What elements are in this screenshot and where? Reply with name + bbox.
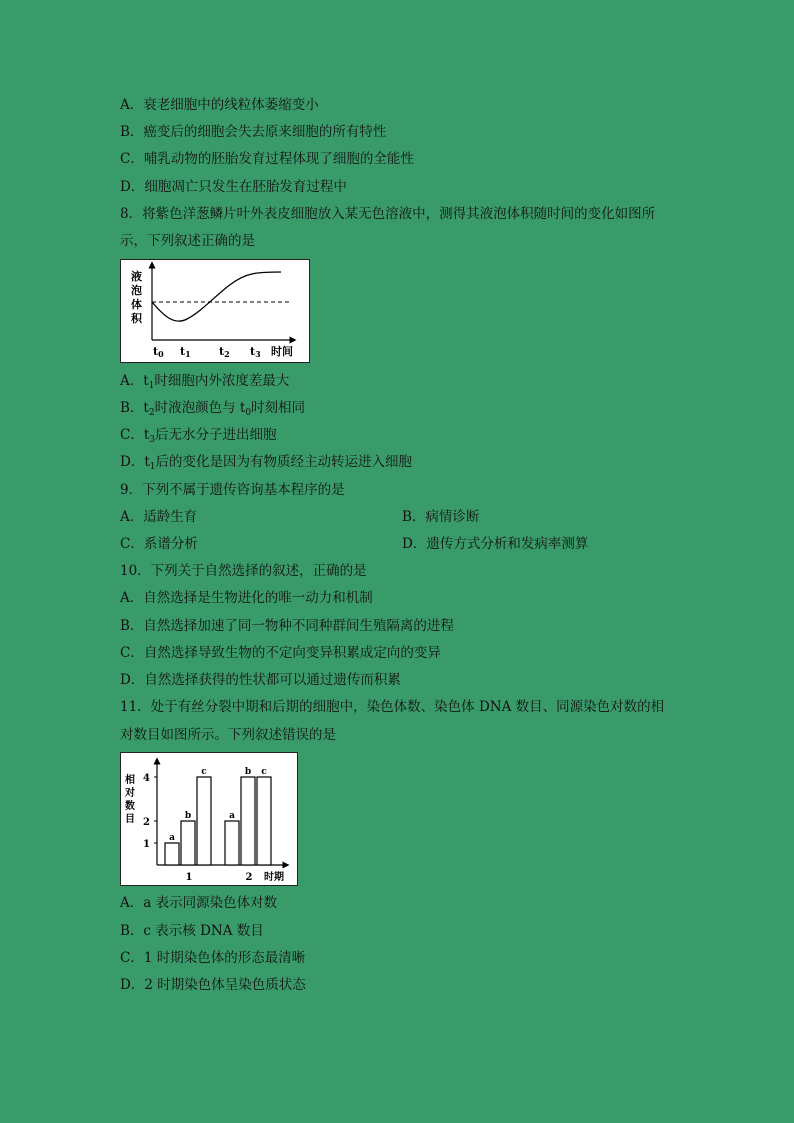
- bar-xlabel: 时期: [264, 872, 284, 883]
- q11-figure: [120, 752, 298, 886]
- bar-label-b-period-2: b: [244, 767, 252, 777]
- q7-option-b: B．癌变后的细胞会失去原来细胞的所有特性: [120, 124, 387, 140]
- bar-label-c-period-1: c: [201, 767, 207, 777]
- bar-b-period-2: [241, 777, 255, 865]
- bar-label-a-period-2: a: [229, 811, 235, 821]
- q9-option-b: B．病情诊断: [402, 509, 480, 525]
- bar-ylabel-4: 目: [125, 814, 135, 825]
- q7-option-a: A．衰老细胞中的线粒体萎缩变小: [120, 97, 319, 113]
- ylabel-char-3: 体: [131, 298, 142, 311]
- bar-c-period-1: [197, 777, 211, 865]
- tick-t1: t1: [180, 345, 191, 359]
- q10-option-c: C．自然选择导致生物的不定向变异积累成定向的变异: [120, 645, 441, 661]
- xlabel: 时间: [271, 345, 293, 358]
- ylabel-char-4: 积: [131, 312, 142, 325]
- ylabel-char-2: 泡: [131, 284, 142, 297]
- q11-option-c: C．1 时期染色体的形态最清晰: [120, 950, 306, 966]
- bar-ylabel-1: 相: [125, 775, 135, 786]
- q8-figure: [120, 259, 310, 363]
- bar-label-a-period-1: a: [169, 833, 175, 843]
- bar-label-b-period-1: b: [184, 811, 192, 821]
- q8-option-a: A．$t_1$时细胞内外浓度差最大: [120, 373, 290, 391]
- bar-a-period-1: [165, 843, 179, 865]
- relative-count-bar-chart: [121, 753, 297, 885]
- q8-option-d: D．$t_1$后的变化是因为有物质经主动转运进入细胞: [120, 454, 412, 472]
- q8-stem-line2: 示，下列叙述正确的是: [120, 233, 255, 249]
- vacuole-volume-chart: [121, 260, 309, 362]
- tick-t2: t2: [219, 345, 230, 359]
- bar-ylabel-3: 数: [125, 801, 135, 812]
- q10-option-a: A．自然选择是生物进化的唯一动力和机制: [120, 590, 373, 606]
- q9-option-c: C．系谱分析: [120, 536, 198, 552]
- q10-option-b: B．自然选择加速了同一物种不同种群间生殖隔离的进程: [120, 618, 454, 634]
- q11-option-b: B．c 表示核 DNA 数目: [120, 923, 264, 939]
- q9-option-d: D．遗传方式分析和发病率测算: [402, 536, 589, 552]
- y-tick-label-4: 4: [143, 773, 150, 784]
- bar-b-period-1: [181, 821, 195, 865]
- bar-label-c-period-2: c: [261, 767, 267, 777]
- bar-a-period-2: [225, 821, 239, 865]
- q9-stem: 9．下列不属于遗传咨询基本程序的是: [120, 482, 345, 498]
- volume-curve: [152, 272, 281, 321]
- q8-option-c: C．$t_3$后无水分子进出细胞: [120, 427, 277, 445]
- q8-stem-line1: 8．将紫色洋葱鳞片叶外表皮细胞放入某无色溶液中，测得其液泡体积随时间的变化如图所: [120, 206, 656, 222]
- q11-stem-line1: 11．处于有丝分裂中期和后期的细胞中，染色体数、染色体 DNA 数目、同源染色对数的相: [120, 699, 665, 715]
- q9-option-a: A．适龄生育: [120, 509, 198, 525]
- q11-stem-line2: 对数目如图所示。下列叙述错误的是: [120, 727, 336, 743]
- q7-option-c: C．哺乳动物的胚胎发育过程体现了细胞的全能性: [120, 151, 414, 167]
- y-tick-label-2: 2: [143, 817, 150, 828]
- q7-option-d: D．细胞凋亡只发生在胚胎发育过程中: [120, 179, 347, 195]
- tick-t3: t3: [250, 345, 261, 359]
- category-label-1: 1: [185, 872, 193, 883]
- category-label-2: 2: [245, 872, 253, 883]
- q10-stem: 10．下列关于自然选择的叙述，正确的是: [120, 563, 367, 579]
- bar-c-period-2: [257, 777, 271, 865]
- q10-option-d: D．自然选择获得的性状都可以通过遗传而积累: [120, 672, 401, 688]
- y-tick-label-1: 1: [143, 839, 150, 850]
- q11-option-a: A．a 表示同源染色体对数: [120, 895, 278, 911]
- q11-option-d: D．2 时期染色体呈染色质状态: [120, 977, 306, 993]
- ylabel-char-1: 液: [131, 270, 142, 283]
- bar-ylabel-2: 对: [125, 788, 135, 799]
- q8-option-b: B．$t_2$时液泡颜色与 $t_0$时刻相同: [120, 400, 306, 418]
- tick-t0: t0: [153, 345, 164, 359]
